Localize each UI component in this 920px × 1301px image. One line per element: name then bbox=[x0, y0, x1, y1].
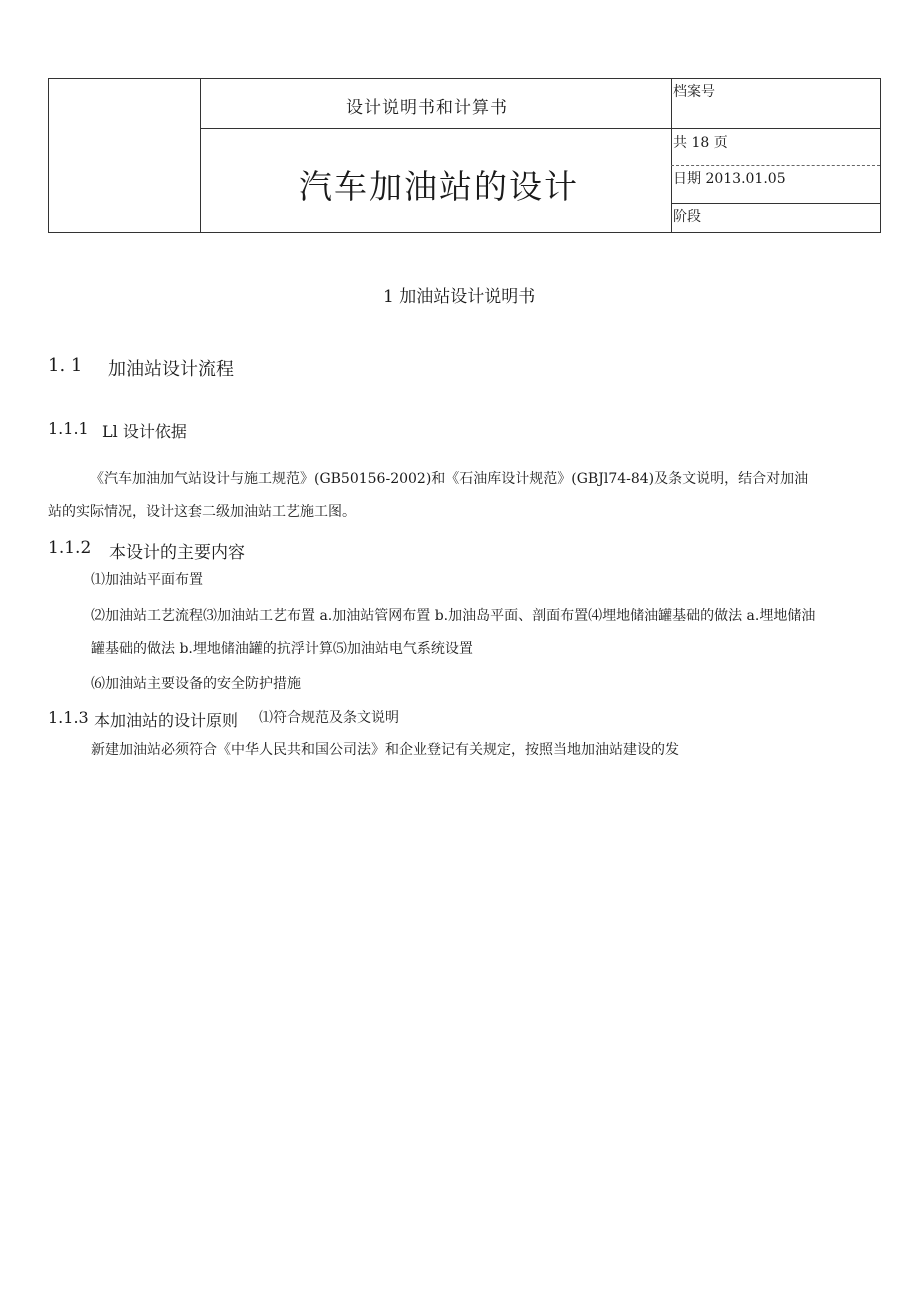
section-1-1-title: 加油站设计流程 bbox=[108, 359, 234, 380]
table-divider bbox=[671, 165, 880, 166]
section-1-1-1-number: 1.1.1 bbox=[48, 419, 89, 438]
table-divider bbox=[671, 203, 880, 204]
content-list-item: ⑴加油站平面布置 bbox=[91, 572, 203, 588]
table-divider bbox=[200, 128, 671, 129]
header-table bbox=[48, 78, 881, 233]
section-1-1-2-title: 本设计的主要内容 bbox=[109, 543, 245, 563]
content-list-item: ⑹加油站主要设备的安全防护措施 bbox=[91, 676, 301, 692]
section-1-1-3-inline: ⑴符合规范及条文说明 bbox=[259, 710, 399, 726]
table-divider bbox=[671, 128, 880, 129]
section-1-1-2-number: 1.1.2 bbox=[48, 538, 92, 558]
stage-label: 阶段 bbox=[673, 209, 701, 225]
page-count: 共 18 页 bbox=[673, 135, 728, 151]
basis-paragraph-line: 站的实际情况，设计这套二级加油站工艺施工图。 bbox=[48, 504, 356, 520]
doc-type-label: 设计说明书和计算书 bbox=[346, 98, 508, 118]
basis-paragraph-line: 《汽车加油加气站设计与施工规范》(GB50156-2002)和《石油库设计规范》(GBJl74-84)及条文说明，结合对加油 bbox=[90, 471, 809, 487]
section-1-1-3-number: 1.1.3 bbox=[48, 708, 89, 727]
section-main-heading: 1 加油站设计说明书 bbox=[383, 287, 536, 307]
principle-paragraph: 新建加油站必须符合《中华人民共和国公司法》和企业登记有关规定，按照当地加油站建设的发 bbox=[91, 742, 679, 758]
section-1-1-3-title: 本加油站的设计原则 bbox=[94, 711, 239, 730]
content-list-item: 罐基础的做法 b.埋地储油罐的抗浮计算⑸加油站电气系统设置 bbox=[91, 641, 473, 657]
section-1-1-1-title: Ll 设计依据 bbox=[102, 422, 187, 441]
section-1-1-number: 1. 1 bbox=[48, 355, 83, 376]
date-field: 日期 2013.01.05 bbox=[673, 171, 786, 187]
table-divider bbox=[671, 79, 672, 232]
content-list-item: ⑵加油站工艺流程⑶加油站工艺布置 a.加油站管网布置 b.加油岛平面、剖面布置⑷埋地储油罐基础的做法 a.埋地储油 bbox=[91, 608, 816, 624]
doc-title: 汽车加油站的设计 bbox=[299, 167, 579, 206]
table-divider bbox=[200, 79, 201, 232]
archive-number-label: 档案号 bbox=[673, 84, 715, 100]
